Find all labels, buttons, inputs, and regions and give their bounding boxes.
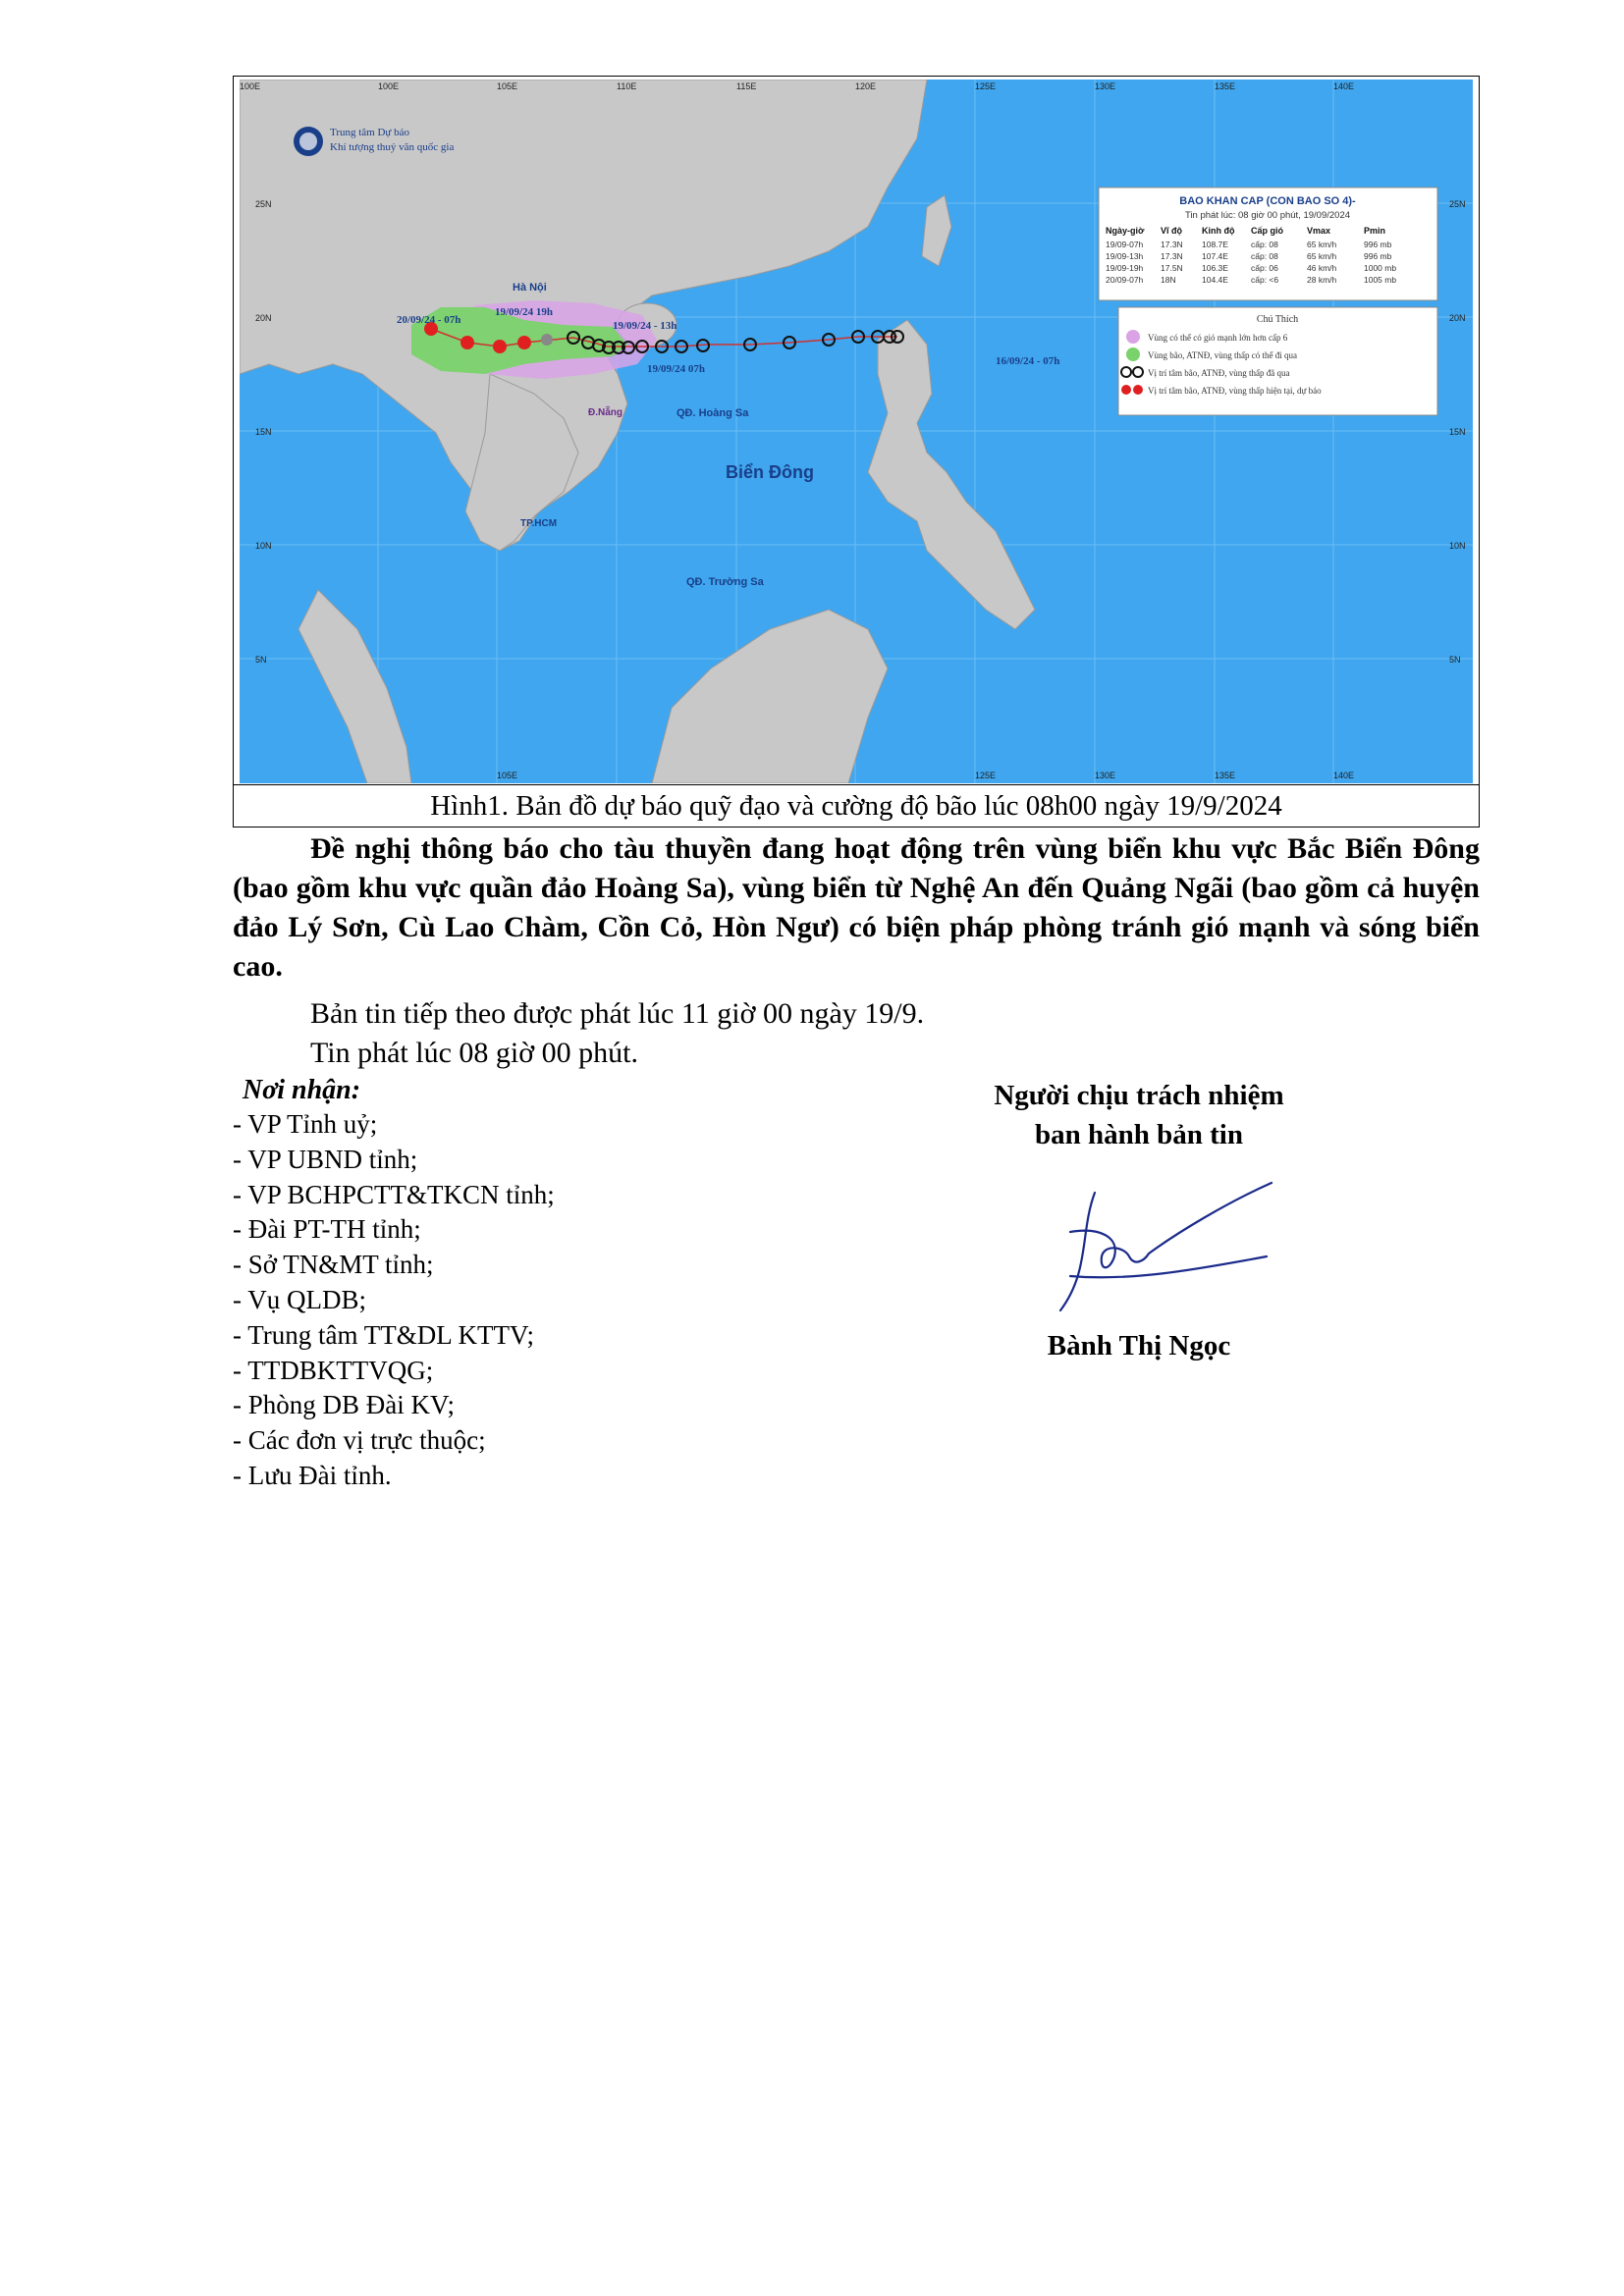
legend-item: Vị trí tâm bão, ATNĐ, vùng thấp đã qua — [1148, 368, 1290, 378]
lon-tick-label: 125E — [975, 771, 997, 780]
track-label: 19/09/24 07h — [647, 363, 705, 375]
handwritten-signature — [1041, 1163, 1286, 1320]
figure-caption: Hình1. Bản đồ dự báo quỹ đạo và cường độ bão lúc 08h00 ngày 19/9/2024 — [430, 790, 1282, 822]
recipient-item: - Đài PT-TH tỉnh; — [233, 1214, 421, 1245]
recipient-item: - Phòng DB Đài KV; — [233, 1390, 455, 1420]
label-truongsa: QĐ. Trường Sa — [686, 576, 764, 588]
info-cell: 1000 mb — [1364, 263, 1397, 273]
track-label: 20/09/24 - 07h — [397, 314, 461, 326]
track-label: 19/09/24 - 13h — [613, 320, 677, 332]
label-bien-dong: Biển Đông — [726, 462, 814, 482]
storm-track-map — [240, 80, 1473, 783]
info-cell: 20/09-07h — [1106, 275, 1144, 285]
lon-tick-label: 140E — [1333, 81, 1355, 91]
lon-tick-label: 130E — [1095, 81, 1116, 91]
agency-name-line2: Khí tượng thuỷ văn quốc gia — [330, 141, 455, 153]
lat-tick-label: 25N — [1449, 199, 1466, 209]
recipient-item: - Lưu Đài tỉnh. — [233, 1460, 392, 1490]
next-bulletin-line: Bản tin tiếp theo được phát lúc 11 giờ 00 ngày 19/9. — [310, 997, 925, 1030]
info-cell: 65 km/h — [1307, 251, 1337, 261]
lon-tick-label: 100E — [240, 81, 261, 91]
info-cell: cấp: 06 — [1251, 263, 1278, 273]
lon-tick-label: 135E — [1215, 81, 1236, 91]
info-cell: 108.7E — [1202, 240, 1228, 249]
issued-at-line: Tin phát lúc 08 giờ 00 phút. — [310, 1037, 638, 1069]
info-cell: 1005 mb — [1364, 275, 1397, 285]
legend-title: Chú Thích — [1256, 314, 1299, 325]
track-zone-swatch — [1126, 347, 1140, 361]
recipient-item: - VP UBND tỉnh; — [233, 1144, 418, 1174]
lon-tick-label: 120E — [855, 81, 877, 91]
forecast-swatch — [1133, 385, 1143, 395]
legend-item: Vị trí tâm bão, ATNĐ, vùng thấp hiện tại, dự báo — [1148, 386, 1322, 396]
recipient-item: - Các đơn vị trực thuộc; — [233, 1425, 486, 1456]
info-header: Kinh độ — [1202, 226, 1235, 236]
info-cell: 17.3N — [1161, 240, 1183, 249]
info-cell: cấp: 08 — [1251, 251, 1278, 261]
wind-zone-swatch — [1126, 330, 1140, 344]
recipient-item: - Sở TN&MT tỉnh; — [233, 1250, 434, 1280]
legend-item: Vùng có thể có gió mạnh lớn hơn cấp 6 — [1148, 333, 1288, 343]
lat-tick-label: 25N — [255, 199, 272, 209]
info-header: Vĩ độ — [1161, 226, 1182, 236]
lat-tick-label: 20N — [1449, 313, 1466, 323]
label-hanoi: Hà Nội — [513, 282, 547, 294]
info-subtitle: Tin phát lúc: 08 giờ 00 phút, 19/09/2024 — [1184, 210, 1351, 221]
info-box — [1099, 187, 1437, 300]
info-cell: 996 mb — [1364, 240, 1392, 249]
legend-box — [1118, 307, 1437, 415]
recipient-item: - VP BCHPCTT&TKCN tỉnh; — [233, 1179, 555, 1209]
signer-title-2: ban hành bản tin — [1035, 1119, 1243, 1150]
info-cell: 106.3E — [1202, 263, 1228, 273]
lon-tick-label: 130E — [1095, 771, 1116, 780]
lat-tick-label: 15N — [255, 427, 272, 437]
info-cell: 65 km/h — [1307, 240, 1337, 249]
info-cell: 19/09-19h — [1106, 263, 1144, 273]
lat-tick-label: 20N — [255, 313, 272, 323]
info-cell: 19/09-07h — [1106, 240, 1144, 249]
lat-tick-label: 10N — [1449, 541, 1466, 551]
track-label: 19/09/24 19h — [495, 306, 553, 318]
legend-item: Vùng bão, ATNĐ, vùng thấp có thể đi qua — [1148, 350, 1297, 360]
info-header: Ngày-giờ — [1106, 226, 1145, 236]
recipient-item: - TTDBKTTVQG; — [233, 1355, 434, 1385]
info-cell: cấp: <6 — [1251, 275, 1279, 285]
info-title: BAO KHAN CAP (CON BAO SO 4)- — [1179, 195, 1356, 207]
recipients-title: Nơi nhận: — [243, 1075, 361, 1105]
lon-tick-label: 100E — [378, 81, 400, 91]
info-cell: 107.4E — [1202, 251, 1228, 261]
label-hoangsa: QĐ. Hoàng Sa — [677, 407, 749, 419]
info-cell: 17.3N — [1161, 251, 1183, 261]
info-cell: 996 mb — [1364, 251, 1392, 261]
forecast-swatch — [1121, 385, 1131, 395]
recipient-item: - Trung tâm TT&DL KTTV; — [233, 1319, 534, 1350]
signer-name: Bành Thị Ngọc — [1047, 1330, 1231, 1362]
lon-tick-label: 115E — [736, 81, 757, 91]
info-cell: 46 km/h — [1307, 263, 1337, 273]
info-cell: 104.4E — [1202, 275, 1228, 285]
lon-tick-label: 110E — [617, 81, 637, 91]
info-cell: cấp: 08 — [1251, 240, 1278, 249]
recipients-list — [233, 1107, 555, 1494]
lon-tick-label: 125E — [975, 81, 997, 91]
signer-title-1: Người chịu trách nhiệm — [994, 1080, 1284, 1111]
recipient-item: - VP Tỉnh uỷ; — [233, 1109, 378, 1139]
lon-tick-label: 105E — [497, 81, 518, 91]
lon-tick-label: 135E — [1215, 771, 1236, 780]
info-cell: 28 km/h — [1307, 275, 1337, 285]
label-danang: Đ.Nẵng — [588, 407, 623, 418]
info-cell: 17.5N — [1161, 263, 1183, 273]
info-header: Cấp gió — [1251, 226, 1283, 236]
lon-tick-label: 140E — [1333, 771, 1355, 780]
lat-tick-label: 10N — [255, 541, 272, 551]
info-header: Pmin — [1364, 226, 1386, 236]
track-label: 16/09/24 - 07h — [996, 355, 1060, 367]
recipient-item: - Vụ QLDB; — [233, 1284, 367, 1314]
info-cell: 19/09-13h — [1106, 251, 1144, 261]
lat-tick-label: 5N — [255, 655, 267, 665]
agency-logo-inner — [299, 133, 317, 150]
info-header: Vmax — [1307, 226, 1331, 236]
lat-tick-label: 5N — [1449, 655, 1461, 665]
agency-name-line1: Trung tâm Dự báo — [330, 127, 410, 138]
lon-tick-label: 105E — [497, 771, 518, 780]
notice-paragraph: Đề nghị thông báo cho tàu thuyền đang hoạt động trên vùng biển khu vực Bắc Biển Đông (bao gồm khu vực quần đảo Hoàng Sa), vùng biển từ Nghệ An đến Quảng Ngãi (bao gồm cả huyện đảo Lý Sơn, Cù Lao Chàm, Cồn Cỏ, Hòn Ngư) có biện pháp phòng tránh gió mạnh và sóng biển cao. — [233, 832, 1480, 983]
info-cell: 18N — [1161, 275, 1176, 285]
lat-tick-label: 15N — [1449, 427, 1466, 437]
map-svg — [240, 80, 1473, 783]
label-hcm: TP.HCM — [520, 518, 558, 529]
